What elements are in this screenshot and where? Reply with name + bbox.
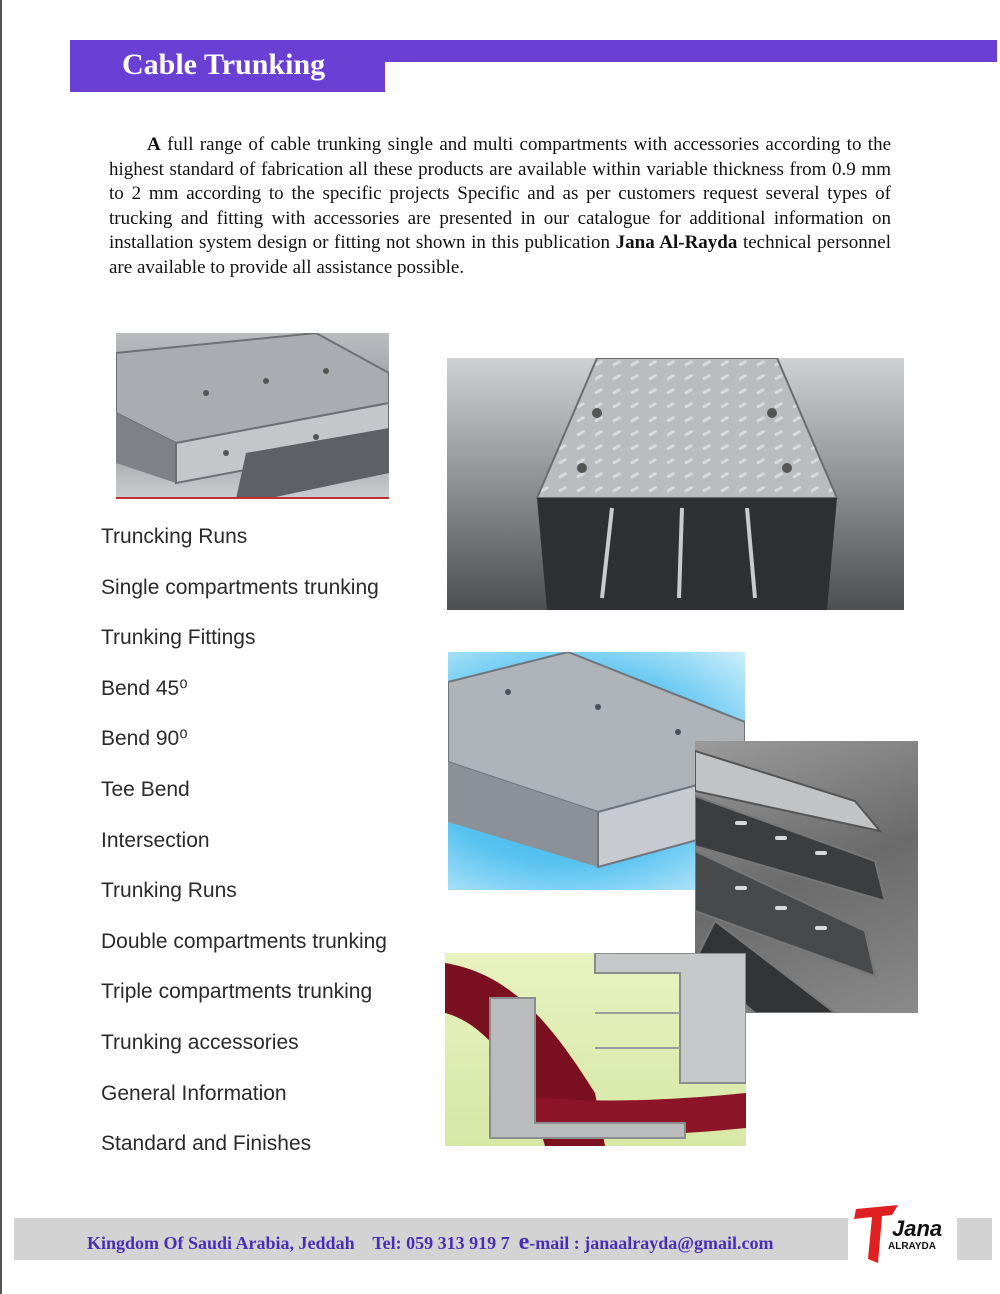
list-item: Trunking accessories: [101, 1030, 299, 1054]
footer-bar: [14, 1218, 848, 1260]
list-item: Intersection: [101, 828, 210, 852]
footer-tab: [957, 1218, 992, 1260]
footer-phone: Tel: 059 313 919 7: [372, 1233, 510, 1253]
cables-in-trunking-photo: [445, 953, 746, 1146]
list-item: Standard and Finishes: [101, 1132, 312, 1156]
list-item: Double compartments trunking: [101, 929, 387, 953]
logo-word-jana: Jana: [892, 1216, 943, 1241]
jana-alrayda-logo-icon: [852, 1203, 956, 1269]
intro-lead: A: [147, 134, 161, 155]
email-glyph: e: [518, 1229, 530, 1255]
footer-location: Kingdom Of Saudi Arabia, Jeddah: [87, 1233, 355, 1253]
header-bar: [385, 40, 997, 62]
list-item: Tee Bend: [101, 777, 190, 801]
header-title-box: [70, 40, 385, 92]
feature-list: [101, 522, 387, 1180]
list-item: Trunking Fittings: [101, 626, 256, 650]
list-item: Single compartments trunking: [101, 575, 379, 599]
footer-contact: [87, 1229, 773, 1256]
page-title: Cable Trunking: [122, 48, 326, 81]
intro-text-2: technical personnel are available to provide all assistance possible.: [109, 232, 891, 278]
list-item: Triple compartments trunking: [101, 980, 373, 1004]
page-left-rule: [0, 0, 2, 1294]
logo-word-alrayda: ALRAYDA: [888, 1241, 936, 1252]
list-item: General Information: [101, 1081, 287, 1105]
list-item: Truncking Runs: [101, 525, 248, 548]
list-item: Trunking Runs: [101, 879, 237, 903]
intro-text-1: full range of cable trunking single and multi compartments with accessories according to the highest standard of fabrication all these products are available within variable thickness from 0.9 mm to 2 mm according to the specific projects Specific and as per customers request several types of trucking and fitting with accessories are presented in our catalogue for additional information on installation system design or fitting not shown in this publication: [109, 134, 891, 253]
trunking-runs-photo: [116, 333, 389, 499]
checker-plate-trunking-photo: [447, 358, 904, 610]
company-name: Jana Al-Rayda: [615, 232, 738, 253]
list-item: Bend 45⁰: [101, 676, 188, 700]
footer-email: -mail : janaalrayda@gmail.com: [529, 1233, 774, 1253]
list-item: Bend 90⁰: [101, 727, 188, 751]
intro-paragraph: [109, 133, 891, 280]
